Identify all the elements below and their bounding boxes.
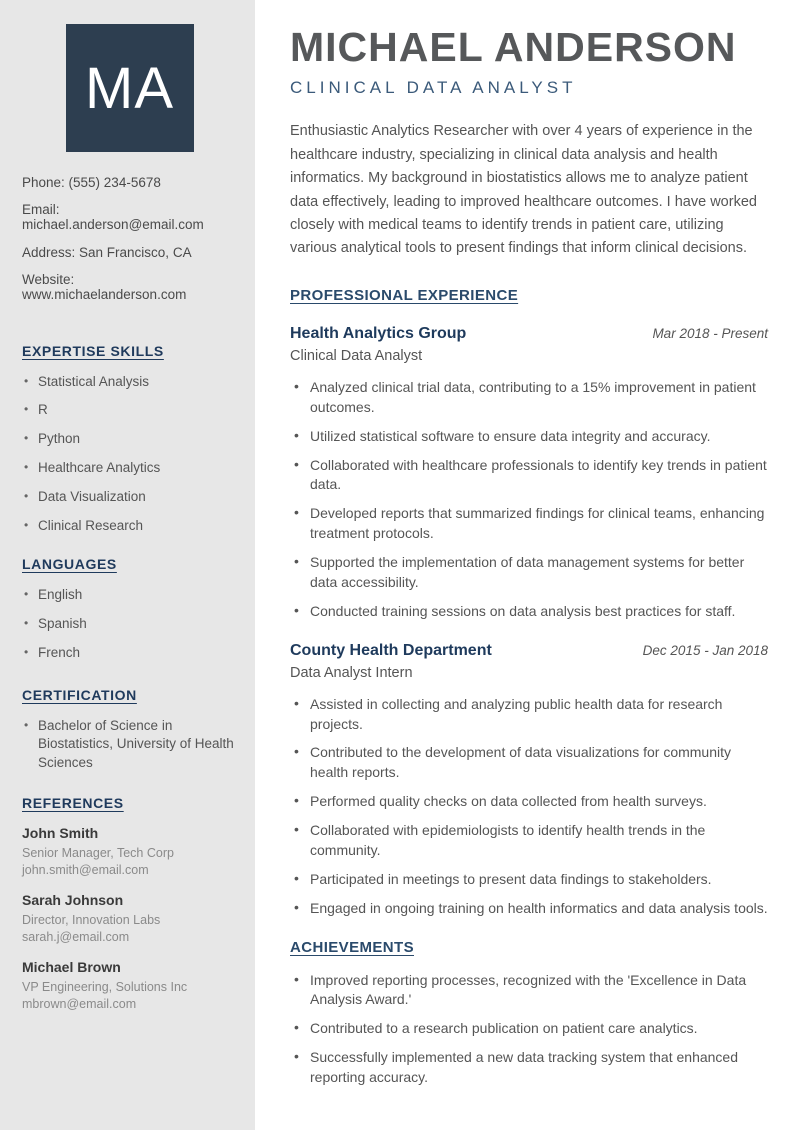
skill-item: • Healthcare Analytics <box>22 459 237 478</box>
languages-list <box>22 586 237 663</box>
skills-section <box>22 343 237 536</box>
languages-heading: LANGUAGES <box>22 555 117 572</box>
reference-email: john.smith@email.com <box>22 863 149 878</box>
skills-list <box>22 373 237 536</box>
person-title: CLINICAL DATA ANALYST <box>290 78 577 98</box>
language-item: • French <box>22 644 237 663</box>
reference-name: Sarah Johnson <box>22 892 124 908</box>
certification-item: • Bachelor of Science in Biostatistics, University of Health Sciences <box>22 717 237 774</box>
main-content <box>255 0 800 1130</box>
reference-name: John Smith <box>22 825 99 842</box>
job-bullet: • Participated in meetings to present data findings to stakeholders. <box>290 870 768 890</box>
achievement-bullet: • Contributed to a research publication on patient care analytics. <box>290 1019 768 1039</box>
reference-role: VP Engineering, Solutions Inc <box>22 979 188 994</box>
achievement-bullet: • Successfully implemented a new data tracking system that enhanced reporting accuracy. <box>290 1048 768 1088</box>
job-bullet: • Conducted training sessions on data analysis best practices for staff. <box>290 602 768 622</box>
contact-email: Email: michael.anderson@email.com <box>22 202 204 233</box>
job-bullet: • Utilized statistical software to ensure data integrity and accuracy. <box>290 427 768 447</box>
job-bullet: • Performed quality checks on data collected from health surveys. <box>290 792 768 812</box>
job-header <box>290 325 768 343</box>
skill-item: • Clinical Research <box>22 517 237 536</box>
reference-role: Director, Innovation Labs <box>22 913 161 927</box>
language-item: • English <box>22 586 237 605</box>
certification-heading: CERTIFICATION <box>22 686 137 703</box>
job-header <box>290 642 768 660</box>
job-bullet: • Developed reports that summarized findings for clinical teams, enhancing treatment protocols. <box>290 504 768 544</box>
sidebar <box>0 0 255 1130</box>
achievements-list <box>290 971 768 1088</box>
avatar <box>66 24 194 152</box>
contact-info <box>22 176 237 303</box>
job-bullet: • Analyzed clinical trial data, contributing to a 15% improvement in patient outcomes. <box>290 378 768 418</box>
reference-email: mbrown@email.com <box>22 996 137 1011</box>
references-section <box>22 795 237 1012</box>
job-bullet-list <box>290 695 768 919</box>
achievements-heading: ACHIEVEMENTS <box>290 938 414 956</box>
job-entry <box>290 325 768 622</box>
languages-section <box>22 556 237 663</box>
contact-address: Address: San Francisco, CA <box>22 244 192 260</box>
reference-role: Senior Manager, Tech Corp <box>22 846 174 861</box>
job-bullet: • Contributed to the development of data visualizations for community health reports. <box>290 743 768 783</box>
job-bullet: • Collaborated with healthcare professionals to identify key trends in patient data. <box>290 456 768 496</box>
reference-person <box>22 825 237 879</box>
job-dates: Dec 2015 - Jan 2018 <box>642 642 768 658</box>
job-dates: Mar 2018 - Present <box>652 325 768 341</box>
job-entry <box>290 642 768 919</box>
language-item: • Spanish <box>22 615 237 634</box>
job-bullet: • Assisted in collecting and analyzing public health data for research projects. <box>290 695 768 735</box>
certification-section <box>22 687 237 774</box>
job-bullet: • Collaborated with epidemiologists to identify health trends in the community. <box>290 821 768 861</box>
job-role: Clinical Data Analyst <box>290 347 423 364</box>
reference-name: Michael Brown <box>22 958 121 975</box>
skills-heading: EXPERTISE SKILLS <box>22 342 164 359</box>
skill-item: • Statistical Analysis <box>22 373 237 392</box>
contact-phone: Phone: (555) 234-5678 <box>22 175 161 190</box>
company-name: Health Analytics Group <box>290 324 467 342</box>
company-name: County Health Department <box>290 641 492 659</box>
job-role: Data Analyst Intern <box>290 664 413 681</box>
skill-item: • Data Visualization <box>22 488 237 507</box>
job-bullet: • Engaged in ongoing training on health informatics and data analysis tools. <box>290 899 768 919</box>
skill-item: • R <box>22 401 237 420</box>
references-heading: REFERENCES <box>22 795 124 812</box>
summary-paragraph: Enthusiastic Analytics Researcher with over 4 years of experience in the healthcare industry, specializing in clinical data analysis and health informatics. My background in biostatistics allows me to analyze patient data effectively, leading to improved healthcare outcomes. I have worked closely with medical teams to identify trends in patient care, utilizing various analytical tools to present findings that inform clinical decisions. <box>290 123 757 257</box>
contact-website: Website: www.michaelanderson.com <box>22 271 187 302</box>
certification-list <box>22 717 237 774</box>
experience-heading: PROFESSIONAL EXPERIENCE <box>290 286 519 304</box>
achievement-bullet: • Improved reporting processes, recognized with the 'Excellence in Data Analysis Award.' <box>290 971 768 1011</box>
skill-item: • Python <box>22 430 237 449</box>
job-bullet-list <box>290 378 768 622</box>
reference-person <box>22 892 237 946</box>
person-name: MICHAEL ANDERSON <box>290 24 737 70</box>
job-bullet: • Supported the implementation of data management systems for better data accessibility. <box>290 553 768 593</box>
reference-person <box>22 959 237 1013</box>
reference-email: sarah.j@email.com <box>22 929 130 944</box>
avatar-initials: MA <box>85 55 174 121</box>
